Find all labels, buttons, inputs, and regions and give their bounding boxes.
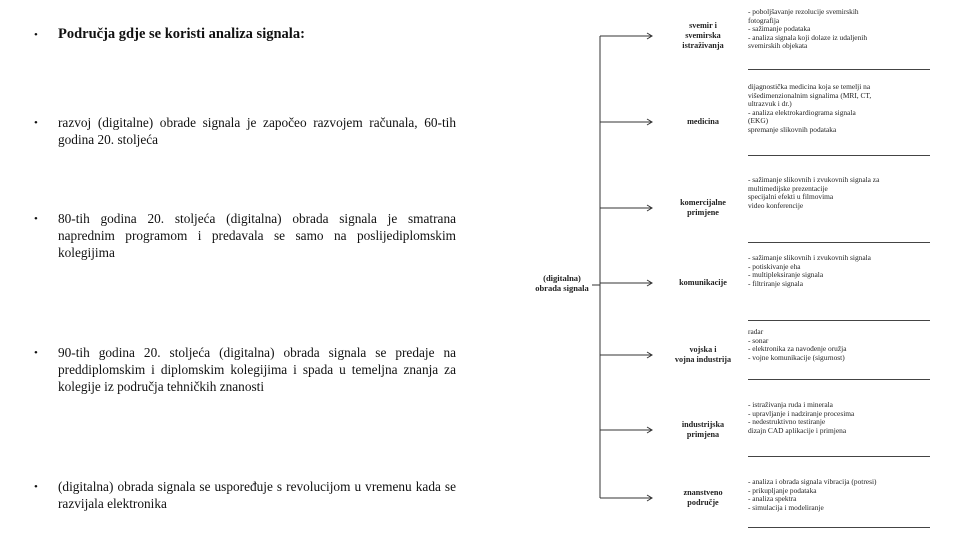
category-label-line: područje	[687, 498, 719, 507]
detail-line: video konferencije	[748, 201, 804, 210]
detail-line: dizajn CAD aplikacije i primjena	[748, 426, 847, 435]
bullet-dot: •	[34, 481, 38, 493]
detail-line: multimedijske prezentacije	[748, 184, 828, 193]
detail-underline	[748, 379, 930, 380]
bullet-text: 80-tih godina 20. stoljeća (digitalna) obrada signala je smatrana naprednim programom i predavala se samo na poslijediplomskim kolegijima	[58, 211, 456, 260]
category-label-line: medicina	[687, 117, 719, 126]
category-label-line: primjene	[687, 208, 719, 217]
detail-underline	[748, 456, 930, 457]
detail-line: ultrazvuk i dr.)	[748, 100, 792, 109]
category-label	[658, 345, 748, 365]
category-details	[748, 176, 930, 210]
category-label-line: svemirska	[685, 31, 721, 40]
detail-line: - analiza signala koji dolaze iz udaljenih	[748, 33, 868, 42]
category-label-line: istraživanja	[682, 41, 724, 50]
detail-line: - analiza elektrokardiograma signala	[748, 108, 856, 117]
detail-line: - prikupljanje podataka	[748, 486, 817, 495]
detail-line: - sažimanje slikovnih i zvukovnih signala	[748, 254, 871, 262]
detail-line: - vojne komunikacije (sigurnost)	[748, 353, 845, 362]
category-label	[658, 21, 748, 51]
detail-line: - analiza spektra	[748, 495, 797, 504]
bullet-dot: •	[34, 347, 38, 359]
detail-underline	[748, 527, 930, 528]
detail-line: - sažimanje podataka	[748, 25, 811, 34]
detail-underline	[748, 155, 930, 156]
detail-line: spremanje slikovnih podataka	[748, 125, 837, 134]
diagram-root-label	[522, 273, 602, 293]
bullet-text: 90-tih godina 20. stoljeća (digitalna) obrada signala se predaje na preddiplomskim i diplomskim kolegijima i spada u temeljna znanja za kolegije iz područja tehničkih znanosti	[58, 345, 456, 394]
bullet-dot: •	[34, 29, 38, 41]
category-label	[658, 198, 748, 218]
category-details	[748, 83, 930, 135]
bullet-dot: •	[34, 213, 38, 225]
detail-underline	[748, 320, 930, 321]
detail-line: (EKG)	[748, 117, 769, 126]
category-label-line: vojna industrija	[674, 355, 732, 364]
detail-line: - simulacija i modeliranje	[748, 503, 824, 512]
root-line: obrada signala	[535, 283, 589, 293]
detail-line: - potiskivanje eha	[748, 262, 801, 271]
category-label-line: vojska i	[689, 345, 717, 354]
category-label	[658, 278, 748, 288]
category-label-line: komercijalne	[680, 198, 726, 207]
detail-line: dijagnostička medicina koja se temelji na	[748, 83, 871, 91]
detail-line: specijalni efekti u filmovima	[748, 193, 834, 202]
category-label-line: komunikacije	[679, 278, 727, 287]
detail-line: - multipleksiranje signala	[748, 271, 824, 280]
category-label	[658, 420, 748, 440]
detail-underline	[748, 242, 930, 243]
detail-line: - istraživanja ruda i minerala	[748, 401, 833, 409]
detail-line: - poboljšavanje rezolucije svemirskih	[748, 8, 859, 16]
detail-line: - analiza i obrada signala vibracija (potresi)	[748, 478, 877, 486]
detail-line: fotografija	[748, 16, 780, 25]
category-label	[658, 117, 748, 127]
category-details	[748, 254, 930, 288]
detail-line: - sažimanje slikovnih i zvukovnih signala za	[748, 176, 880, 184]
bullet-text: razvoj (digitalne) obrade signala je započeo razvojem računala, 60-tih godina 20. stoljeća	[58, 115, 456, 147]
detail-line: višedimenzionalnim signalima (MRI, CT,	[748, 91, 872, 100]
root-line: (digitalna)	[543, 273, 581, 283]
detail-underline	[748, 69, 930, 70]
bullet-text: Područja gdje se koristi analiza signala:	[58, 26, 305, 42]
category-details	[748, 478, 930, 512]
detail-line: - nedestruktivno testiranje	[748, 418, 826, 427]
detail-line: - elektronika za navođenje oružja	[748, 345, 847, 354]
category-label-line: primjena	[686, 430, 720, 439]
detail-line: svemirskih objekata	[748, 42, 808, 51]
detail-line: radar	[748, 328, 764, 336]
bullet-text: (digitalna) obrada signala se uspoređuje s revolucijom u vremenu kada se razvijala elektronika	[58, 479, 456, 511]
detail-line: - sonar	[748, 336, 769, 345]
category-details	[748, 401, 930, 435]
category-label-line: industrijska	[681, 420, 725, 429]
detail-line: - upravljanje i nadziranje procesima	[748, 409, 855, 418]
bullet-dot: •	[34, 117, 38, 129]
category-label-line: znanstveno	[683, 488, 723, 497]
category-label-line: svemir i	[689, 21, 717, 30]
category-details	[748, 8, 930, 51]
category-details	[748, 328, 930, 362]
category-label	[658, 488, 748, 508]
detail-line: - filtriranje signala	[748, 279, 803, 288]
